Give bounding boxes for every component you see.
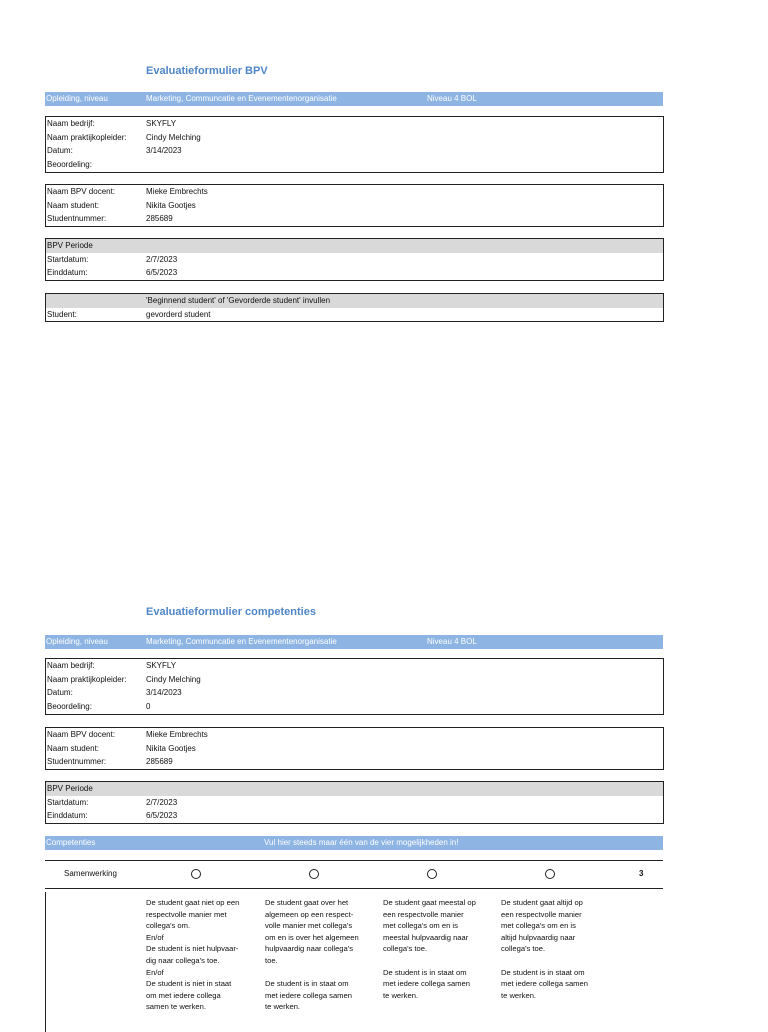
company-row bbox=[46, 659, 663, 673]
student-header bbox=[46, 294, 663, 308]
comp-period-box bbox=[45, 781, 664, 824]
field-label: Naam BPV docent: bbox=[47, 730, 116, 739]
bar-value-program: Marketing, Communcatie en Evenementenorganisatie bbox=[146, 637, 337, 646]
samenwerking-score: 3 bbox=[639, 869, 644, 878]
company-row bbox=[46, 158, 663, 172]
period-row bbox=[46, 796, 663, 810]
field-value[interactable]: Cindy Melching bbox=[146, 674, 201, 684]
company-row bbox=[46, 700, 663, 714]
bpv-form-title: Evaluatieformulier BPV bbox=[146, 65, 268, 77]
field-value[interactable]: gevorderd student bbox=[146, 309, 211, 319]
bar-label-education: Opleiding, niveau bbox=[46, 637, 108, 646]
bpv-docent-box bbox=[45, 184, 664, 227]
bpv-company-box bbox=[45, 116, 664, 173]
company-row bbox=[46, 131, 663, 145]
field-label: Datum: bbox=[47, 688, 73, 698]
comp-company-box bbox=[45, 658, 664, 715]
period-header bbox=[46, 782, 663, 796]
field-value[interactable]: Nikita Gootjes bbox=[146, 200, 196, 210]
field-value[interactable]: 285689 bbox=[146, 757, 173, 767]
bpv-student-box bbox=[45, 293, 664, 322]
field-label: Naam student: bbox=[47, 200, 100, 210]
field-label: Datum: bbox=[47, 146, 73, 156]
company-row bbox=[46, 117, 663, 131]
company-row bbox=[46, 673, 663, 687]
field-value[interactable]: Mieke Embrechts bbox=[146, 187, 208, 196]
field-label: Einddatum: bbox=[47, 268, 88, 278]
field-value[interactable]: 2/7/2023 bbox=[146, 797, 178, 807]
competencies-bar-label: Competenties bbox=[46, 838, 96, 847]
table-left-border bbox=[45, 892, 46, 1032]
samenwerking-description-1: De student gaat niet op een respectvolle manier met collega's om. En/of De student is niet hulpvaar- dig naar collega's toe. En/of De student is niet in staat om met iedere collega samen te werken. bbox=[146, 898, 240, 1012]
field-value[interactable]: 3/14/2023 bbox=[146, 688, 182, 698]
docent-row bbox=[46, 728, 663, 742]
competencies-bar-instruction: Vul hier steeds maar één van de vier mogelijkheden in! bbox=[264, 838, 459, 847]
bpv-period-box bbox=[45, 238, 664, 281]
field-label: Naam praktijkopleider: bbox=[47, 674, 127, 684]
student-header-label: 'Beginnend student' of 'Gevorderde student' invullen bbox=[146, 296, 331, 305]
field-label: Studentnummer: bbox=[47, 214, 107, 224]
bpv-education-bar bbox=[45, 92, 663, 106]
period-row bbox=[46, 266, 663, 280]
period-header bbox=[46, 239, 663, 253]
docent-row bbox=[46, 755, 663, 769]
field-value[interactable]: Nikita Gootjes bbox=[146, 743, 196, 753]
period-row bbox=[46, 253, 663, 267]
field-label: Startdatum: bbox=[47, 254, 89, 264]
field-value[interactable]: 6/5/2023 bbox=[146, 268, 178, 278]
field-label: Startdatum: bbox=[47, 797, 89, 807]
period-header-label: BPV Periode bbox=[47, 784, 93, 793]
samenwerking-description-2: De student gaat over het algemeen op een respect- volle manier met collega's om en is over het algemeen hulpvaardig naar collega's toe. De student is in staat om met iedere collega samen te werken. bbox=[265, 898, 359, 1012]
radio-option-1[interactable] bbox=[191, 869, 201, 879]
field-value[interactable]: SKYFLY bbox=[146, 119, 177, 128]
field-value[interactable]: SKYFLY bbox=[146, 661, 177, 670]
field-value[interactable]: Mieke Embrechts bbox=[146, 730, 208, 739]
bar-label-education: Opleiding, niveau bbox=[46, 94, 108, 103]
samenwerking-description-3: De student gaat meestal op een respectvolle manier met collega's om en is meestal hulpvaardig naar collega's toe. De student is in staat om met iedere collega samen te werken. bbox=[383, 898, 476, 1000]
company-row bbox=[46, 686, 663, 700]
samenwerking-label: Samenwerking bbox=[64, 869, 117, 878]
samenwerking-row bbox=[45, 860, 663, 889]
docent-row bbox=[46, 185, 663, 199]
comp-education-bar bbox=[45, 635, 663, 649]
field-value[interactable]: Cindy Melching bbox=[146, 132, 201, 142]
period-row bbox=[46, 809, 663, 823]
field-label: Naam bedrijf: bbox=[47, 661, 95, 670]
docent-row bbox=[46, 199, 663, 213]
field-value[interactable]: 2/7/2023 bbox=[146, 254, 178, 264]
field-label: Naam student: bbox=[47, 743, 100, 753]
field-value[interactable]: 3/14/2023 bbox=[146, 146, 182, 156]
field-label: Beoordeling: bbox=[47, 702, 92, 712]
field-label: Einddatum: bbox=[47, 811, 88, 821]
radio-option-3[interactable] bbox=[427, 869, 437, 879]
bar-value-program: Marketing, Communcatie en Evenementenorganisatie bbox=[146, 94, 337, 103]
field-label: Naam praktijkopleider: bbox=[47, 132, 127, 142]
samenwerking-description-4: De student gaat altijd op een respectvolle manier met collega's om en is altijd hulpvaardig naar collega's toe. De student is in staat om met iedere collega samen te werken. bbox=[501, 898, 588, 1000]
comp-docent-box bbox=[45, 727, 664, 770]
company-row bbox=[46, 144, 663, 158]
field-value[interactable]: 0 bbox=[146, 702, 151, 712]
field-label: Naam BPV docent: bbox=[47, 187, 116, 196]
radio-option-2[interactable] bbox=[309, 869, 319, 879]
field-label: Naam bedrijf: bbox=[47, 119, 95, 128]
field-value[interactable]: 285689 bbox=[146, 214, 173, 224]
competencies-bar bbox=[45, 836, 663, 850]
competencies-form-title: Evaluatieformulier competenties bbox=[146, 606, 316, 618]
period-header-label: BPV Periode bbox=[47, 241, 93, 250]
bar-value-level: Niveau 4 BOL bbox=[427, 637, 477, 646]
field-label: Beoordeling: bbox=[47, 160, 92, 170]
field-label: Student: bbox=[47, 309, 77, 319]
field-label: Studentnummer: bbox=[47, 757, 107, 767]
docent-row bbox=[46, 742, 663, 756]
field-value[interactable]: 6/5/2023 bbox=[146, 811, 178, 821]
student-row bbox=[46, 308, 663, 322]
docent-row bbox=[46, 212, 663, 226]
radio-option-4[interactable] bbox=[545, 869, 555, 879]
bar-value-level: Niveau 4 BOL bbox=[427, 94, 477, 103]
